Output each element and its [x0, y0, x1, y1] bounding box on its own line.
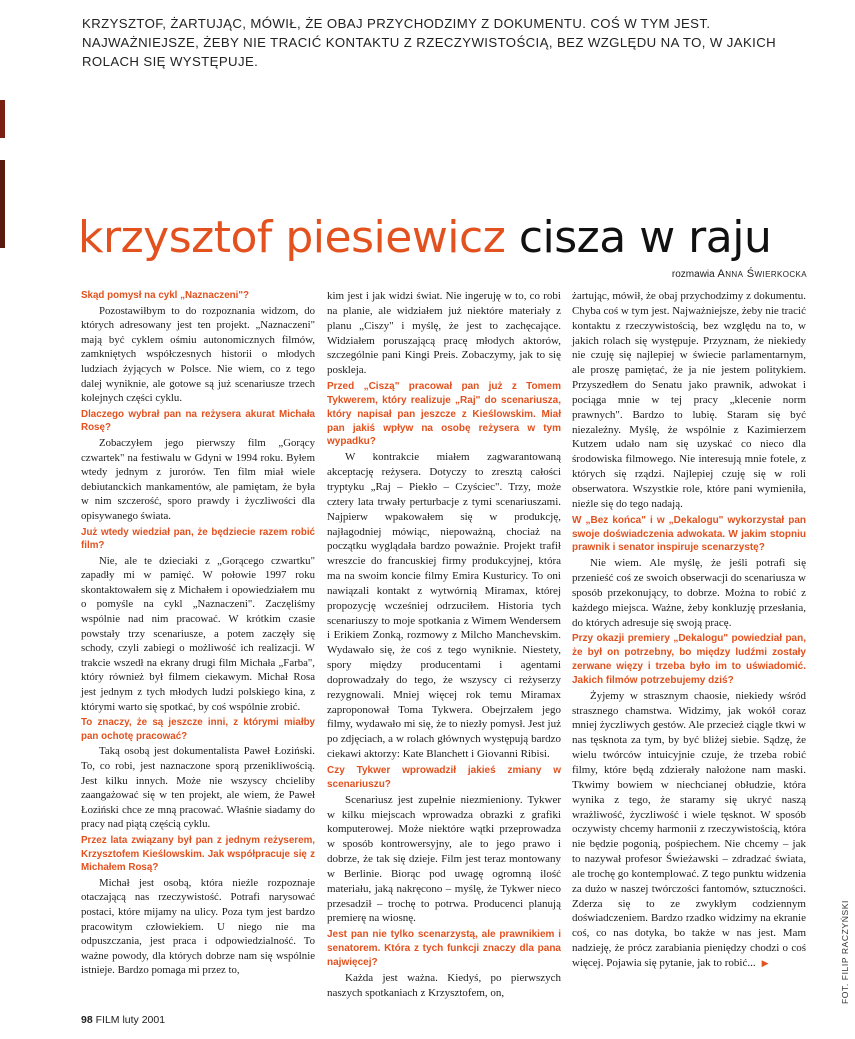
interview-question [81, 408, 315, 435]
paragraph-text: W kontrakcie miałem zagwarantowaną akceptację reżysera. Dotyczy to zresztą całości tryptyku „Raj – Piekło – Czyściec". Trzy, może cztery lata trwały perturbacje z tymi scenariuszami. Najpierw wpakowałem się w produkcję, najłagodniej mówiąc, niepoważną, chociaż na początku wyglądała bardzo poważnie. Projekt trafił wreszcie do francuskiej firmy produkcyjnej, która ma na swoim koncie filmy Emira Kusturicy. To oni nawiązali kontakt z wytwórnią Miramax, której propozycję wcześniej odrzuciłem. Historia tych scenariuszy to moje spotkania z Wimem Wendersem i Erikiem Zonką, rozmowy z Milcho Manchevskim. Wydawało się, że coś z tego wyniknie. Niestety, spory między producentami i agentami doprowadzały do tego, że wszyscy ci reżyserzy rezygnowali. Mniej więcej rok temu Miramax zaproponował Toma Tykwera. Obejrzałem jego filmy, wydawało mi się, że to niezły pomysł. Jest już po zdjęciach, a w rolach głównych występują bardzo ciekawi aktorzy: Kate Blanchett i Giovanni Ribisi. [327, 451, 561, 761]
answer-paragraph [572, 289, 806, 512]
paragraph-text: żartując, mówił, że obaj przychodzimy z dokumentu. Chyba coś w tym jest. Najważniejsze, żeby nie tracić kontaktu z rzeczywistością, bez względu na to, w jakich rolach się występuje. Przyznam, że niekiedy nie czuję się najlepiej w świecie parlamentarnym, ale proszę pamiętać, że ja nie jestem politykiem. Przyszedłem do Senatu jako prawnik, adwokat i pociąga mnie w tej pracy „klecenie norm prawnych". Bardzo to lubię. Staram się być niezależny. Myślę, że wspólnie z Kazimierzem Kutzem udało nam się uzyskać co nieco dla środowiska filmowego. Nie interesują mnie fotele, z których się rządzi. Najlepiej czuję się w roli obserwatora. Wszystkie role, które pani wymieniła, nieźle się do tego nadają. [572, 290, 806, 510]
paragraph-text: Michał jest osobą, która nieźle rozpoznaje otaczającą nas rzeczywistość. Potrafi narysować postaci, które mijamy na ulicy. Poza tym jest bardzo pracowitym człowiekiem. U niego nie ma odpuszczania, jest praca i odpowiedzialność. To ważne powody, dla których dobrze nam się wspólnie istnieje. Bardzo pomaga mi przez to, [81, 876, 315, 977]
interview-question [81, 526, 315, 553]
answer-paragraph [327, 289, 561, 378]
interview-question [327, 764, 561, 792]
title-subtitle: cisza w raju [518, 212, 772, 263]
answer-paragraph [572, 556, 806, 630]
page-footer [81, 1014, 165, 1026]
interview-question [81, 834, 315, 875]
answer-paragraph [81, 304, 315, 406]
question-text: Przez lata związany był pan z jednym reżyserem, Krzysztofem Kieślowskim. Jak współpracuje się z Michałem Rosą? [81, 834, 315, 874]
question-text: Skąd pomysł na cykl „Naznaczeni"? [81, 290, 249, 301]
question-text: W „Bez końca" i w „Dekalogu" wykorzystał pan swoje doświadczenia adwokata. W jakim stopniu prawnik i senator inspiruje scenarzystę? [572, 514, 806, 554]
paragraph-text: Pozostawiłbym to do rozpoznania widzom, do których adresowany jest ten projekt. „Naznaczeni" mają być cyklem ośmiu autonomicznych filmów, zamkniętych współczesnych historii o młodych ludziach żyjących w Polsce. Nie wiem, co z tego dalej wyniknie, ale gotowe są już scenariusze trzech kolejnych części cyklu. [81, 304, 315, 405]
issue-date: luty 2001 [122, 1014, 166, 1026]
question-text: Jest pan nie tylko scenarzystą, ale prawnikiem i senatorem. Która z tych funkcji znaczy dla pana najwięcej? [327, 929, 561, 968]
paragraph-text: Taką osobą jest dokumentalista Paweł Łoziński. To, co robi, jest naznaczone sporą przenikliwością. Jest kilku innych. Może nie wszyscy chcieliby zaangażować się w ten projekt, ale wiem, że Paweł Łoziński chce ze mną pracować. Właśnie siadamy do pracy nad piątą częścią cyklu. [81, 745, 315, 831]
end-of-article-icon: ▶ [761, 957, 769, 968]
page-number: 98 [81, 1014, 93, 1026]
interview-question [572, 514, 806, 556]
answer-paragraph [327, 971, 561, 1001]
photo-credit: FOT. FILIP RACZYŃSKI [840, 900, 850, 1004]
paragraph-text: Zobaczyłem jego pierwszy film „Gorący czwartek" na festiwalu w Gdyni w 1994 roku. Byłem wtedy jednym z jurorów. Ten film miał wiele debiutanckich mankamentów, ale pamiętam, że była w nim szczerość, sporo prawdy i życzliwości dla opisywanego świata. [81, 436, 315, 522]
question-text: Czy Tykwer wprowadził jakieś zmiany w scenariuszu? [327, 765, 561, 790]
question-text: Przed „Ciszą" pracował pan już z Tomem Tykwerem, który realizuje „Raj" do scenariusza, który napisał pan jeszcze z Kieślowskim. Miał pan jakiś wpływ na osobę reżysera w tym wypadku? [327, 381, 561, 448]
answer-paragraph [81, 744, 315, 832]
byline-author: Anna Świerkocka [717, 268, 807, 280]
answer-paragraph [327, 793, 561, 927]
decorative-strip-top [0, 100, 5, 138]
interview-question [327, 380, 561, 449]
answer-paragraph [327, 450, 561, 762]
question-text: Już wtedy wiedział pan, że będziecie razem robić film? [81, 526, 315, 552]
decorative-strip-bottom [0, 160, 5, 248]
paragraph-text: kim jest i jak widzi świat. Nie ingeruję w to, co robi na planie, ale widziałem już niektóre materiały z planu „Ciszy" i myślę, że jest to zachęcające. Widziałem poruszającą pracę młodych aktorów, szczególnie pani Kingi Preis. Zobaczymy, jak to się poskleja. [327, 290, 561, 377]
paragraph-text: Żyjemy w strasznym chaosie, niekiedy wśród strasznego chamstwa. Widzimy, jak wokół coraz mniej życzliwych gestów. Ale przecież ciągle tkwi w nas tęsknota za tym, by być bliżej siebie. Sądzę, że wielu twórców intuicyjnie czuje, że trzeba robić filmy, które będą zdzierały nałożone nam maski. Tkwimy bowiem w niechcianej obłudzie, która wynika z tego, że staramy się ukryć naszą wrażliwość, życzliwość i wiele tęsknot. W sposób oczywisty chcemy harmonii z rzeczywistością, która nie będzie pogonią, pośpiechem. Nie chcemy – jak to nazywał profesor Świeżawski – zdradzać świata, ale trochę go kontemplować. Z tego punktu widzenia za dużo w naszej twórczości fantomów, sztuczności. Zderza się to ze zwykłym codziennym doświadczeniem. Bardzo rzadko widzimy na ekranie coś, co nas dotyka, bo także w nas jest. Mam nadzieję, że prócz zarabiania pieniędzy chodzi o coś więcej. Pojawia się pytanie, jak to robić... [572, 689, 806, 969]
paragraph-text: Każda jest ważna. Kiedyś, po pierwszych naszych spotkaniach z Krzysztofem, on, [327, 971, 561, 999]
question-text: Dlaczego wybrał pan na reżysera akurat Michała Rosę? [81, 408, 315, 434]
interview-question [327, 928, 561, 970]
paragraph-text: Scenariusz jest zupełnie niezmieniony. Tykwer w kilku miejscach wprowadza obrazki z grafiki komputerowej. Może niektóre wątki przeprowadza w sposób kontrowersyjny, ale to jego prawo i dobrze, że tak się dzieje. Film jest teraz montowany w Berlinie. Biorąc pod uwagę ogromną ilość materiału, jaką nakręcono – myślę, że Tykwer nieco przesadził – trochę to potrwa. Producenci planują premierę na wiosnę. [327, 793, 561, 925]
byline [672, 268, 807, 280]
interview-question [81, 716, 315, 743]
title-name: krzysztof piesiewicz [78, 212, 506, 263]
answer-paragraph [81, 554, 315, 715]
answer-paragraph [572, 689, 806, 971]
magazine-name: FILM [95, 1014, 120, 1026]
paragraph-text: Nie wiem. Ale myślę, że jeśli potrafi się przenieść coś ze swoich obserwacji do scenariusza w sposób przekonujący, to dobrze. Można to robić z każdego miejsca. Ważne, żeby konkluzję przesłania, do których adresuje się swoją pracę. [572, 557, 806, 629]
text-column-1 [81, 289, 315, 978]
interview-question [81, 289, 315, 303]
answer-paragraph [81, 876, 315, 978]
article-title [78, 208, 771, 268]
paragraph-text: Nie, ale te dzieciaki z „Gorącego czwartku" zapadły mi w pamięć. W połowie 1997 roku skontaktowałem się z Michałem i opowiedziałem mu o pomyśle na cykl „Naznaczeni". Zaczęliśmy wspólnie nad nim pracować. W krótkim czasie powstały trzy scenariusze, a potem zaczęły się schody, czyli zabiegi o możliwość ich realizacji. W trakcie wszedł na ekrany drugi film Michała „Farba", który również był filmem ciekawym. Michał Rosa jest jednym z tych młodych ludzi polskiego kina, z którymi warto się spotkać, by coś wspólnie zrobić. [81, 554, 315, 713]
text-column-2 [327, 289, 561, 1001]
header-quote: KRZYSZTOF, ŻARTUJĄC, MÓWIŁ, ŻE OBAJ PRZYCHODZIMY Z DOKUMENTU. COŚ W TYM JEST. NAJWAŻNIEJSZE, ŻEBY NIE TRACIĆ KONTAKTU Z RZECZYWISTOŚCIĄ, BEZ WZGLĘDU NA TO, W JAKICH ROLACH SIĘ WYSTĘPUJE. [82, 16, 777, 69]
text-column-3 [572, 289, 806, 971]
interview-question [572, 632, 806, 687]
answer-paragraph [81, 436, 315, 524]
question-text: To znaczy, że są jeszcze inni, z którymi miałby pan ochotę pracować? [81, 717, 315, 742]
question-text: Przy okazji premiery „Dekalogu" powiedział pan, że był on potrzebny, bo między ludźmi zostały zerwane więzy i trzeba było im to uświadomić. Jakich filmów potrzebujemy dziś? [572, 633, 806, 686]
byline-prefix: rozmawia [671, 269, 715, 280]
